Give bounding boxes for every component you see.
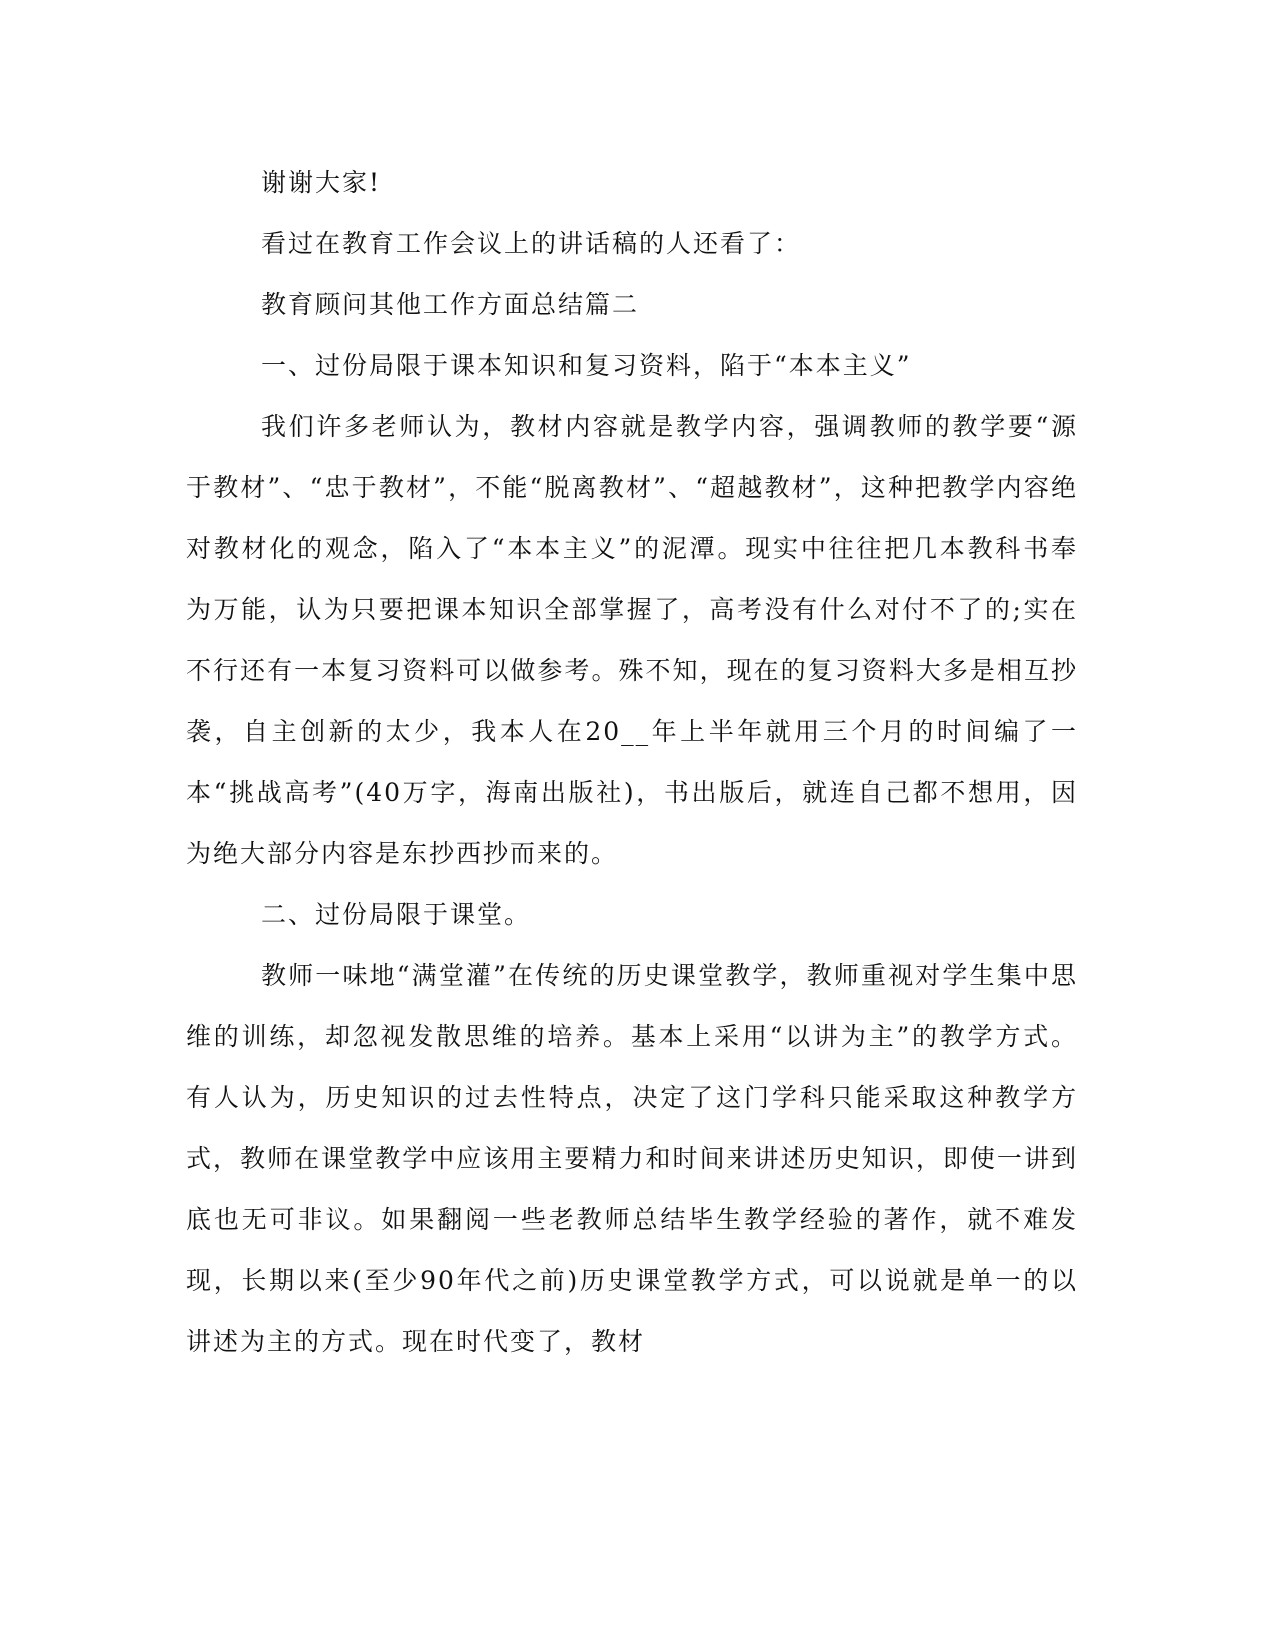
heading-point-two: 二、过份局限于课堂。	[261, 900, 532, 929]
section-title: 教育顾问其他工作方面总结篇二	[261, 290, 640, 319]
paragraph-thanks: 谢谢大家!	[261, 168, 382, 197]
paragraph-also-viewed: 看过在教育工作会议上的讲话稿的人还看了：	[261, 229, 802, 258]
paragraph-point-two-body: 教师一味地“满堂灌”在传统的历史课堂教学，教师重视对学生集中思维的训练，却忽视发散思维的培养。基本上采用“以讲为主”的教学方式。有人认为，历史知识的过去性特点，决定了这门学科只能采取这种教学方式，教师在课堂教学中应该用主要精力和时间来讲述历史知识，即使一讲到底也无可非议。如果翻阅一些老教师总结毕生教学经验的著作，就不难发现，长期以来(至少90年代之前)历史课堂教学方式，可以说就是单一的以讲述为主的方式。现在时代变了，教材	[186, 961, 1078, 1356]
document-body	[186, 152, 1078, 1372]
paragraph-point-one-body: 我们许多老师认为，教材内容就是教学内容，强调教师的教学要“源于教材”、“忠于教材”，不能“脱离教材”、“超越教材”，这种把教学内容绝对教材化的观念，陷入了“本本主义”的泥潭。现实中往往把几本教科书奉为万能，认为只要把课本知识全部掌握了，高考没有什么对付不了的;实在不行还有一本复习资料可以做参考。殊不知，现在的复习资料大多是相互抄袭，自主创新的太少，我本人在20__年上半年就用三个月的时间编了一本“挑战高考”(40万字，海南出版社)，书出版后，就连自己都不想用，因为绝大部分内容是东抄西抄而来的。	[186, 412, 1078, 868]
heading-point-one: 一、过份局限于课本知识和复习资料，陷于“本本主义”	[261, 351, 912, 380]
